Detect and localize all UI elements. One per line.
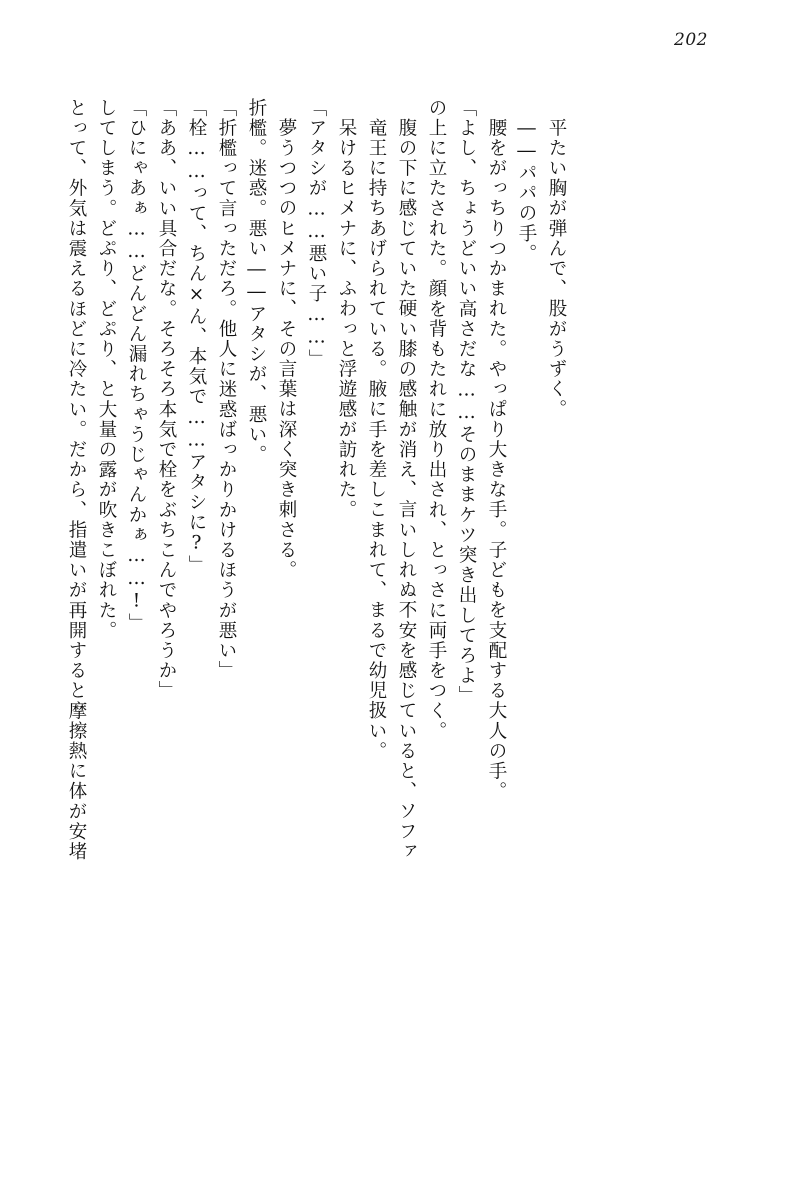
text-line: してしまう。どぷり、どぷり、と大量の露が吹きこぼれた。 [96, 98, 117, 641]
text-line: 「よし、ちょうどいい高さだな……そのままケツ突き出してろよ」 [456, 98, 477, 706]
text-line: 腹の下に感じていた硬い膝の感触が消え、言いしれぬ不安を感じていると、ソファ [396, 118, 417, 862]
text-line: 呆けるヒメナに、ふわっと浮遊感が訪れた。 [336, 118, 357, 520]
text-line: 「折檻って言っただろ。他人に迷惑ばっかりかけるほうが悪い」 [216, 98, 237, 681]
text-line: の上に立たされた。顔を背もたれに放り出され、とっさに両手をつく。 [426, 98, 447, 742]
text-line: 折檻。迷惑。悪い――アタシが、悪い。 [246, 98, 267, 465]
text-line: ――パパの手。 [516, 118, 537, 264]
page-number: 202 [674, 30, 708, 50]
text-line: 「ああ、いい具合だな。そろそろ本気で栓をぶちこんでやろうか」 [156, 98, 177, 701]
text-line: 「栓……って、ちん×ん、本気で……アタシに?」 [186, 98, 207, 576]
text-line: とって、外気は震えるほどに冷たい。だから、指遣いが再開すると摩擦熱に体が安堵 [66, 98, 87, 862]
text-line: 「アタシが……悪い子……」 [306, 98, 327, 370]
text-line: 竜王に持ちあげられている。腋に手を差しこまれて、まるで幼児扱い。 [366, 118, 387, 762]
text-line: 「ひにゃあぁ……どんどん漏れちゃうじゃんかぁ……!」 [126, 98, 147, 634]
vertical-text-body [56, 98, 748, 1138]
text-line: 平たい胸が弾んで、股がうずく。 [546, 118, 567, 420]
text-line: 夢うつつのヒメナに、その言葉は深く突き刺さる。 [276, 118, 297, 581]
text-line: 腰をがっちりつかまれた。やっぱり大きな手。子どもを支配する大人の手。 [486, 118, 507, 802]
